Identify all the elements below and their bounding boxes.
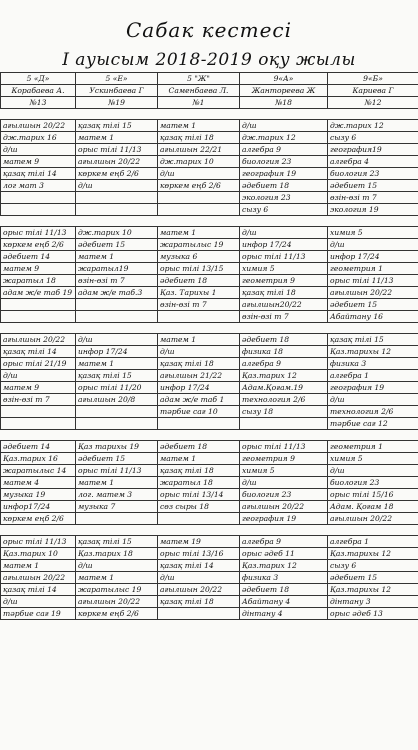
schedule-cell: әдебиет 15 xyxy=(76,239,158,251)
lesson-row xyxy=(1,287,418,299)
schedule-cell: орыс тілі 11/20 xyxy=(76,382,158,394)
lesson-row xyxy=(1,608,418,620)
schedule-cell: көркем еңб 2/6 xyxy=(76,168,158,180)
lesson-row xyxy=(1,548,418,560)
schedule-cell: адам ж/е таб 1 xyxy=(158,394,240,406)
schedule-cell: лог. матем 3 xyxy=(76,489,158,501)
schedule-cell: орыс тілі 11/13 xyxy=(76,144,158,156)
schedule-cell: Қаз.тарихы 12 xyxy=(328,346,418,358)
schedule-cell: №13 xyxy=(1,97,76,109)
schedule-cell: қазақ тілі 14 xyxy=(1,584,76,596)
room-header-row xyxy=(1,97,418,109)
schedule-cell: орыс тілі 13/14 xyxy=(158,489,240,501)
lesson-row xyxy=(1,441,418,453)
schedule-cell xyxy=(158,216,240,227)
page-subtitle: І ауысым 2018-2019 оқу жылы xyxy=(62,50,356,70)
schedule-cell: дж.тарих 12 xyxy=(328,120,418,132)
lesson-row xyxy=(1,406,418,418)
schedule-cell: әдебиет 18 xyxy=(158,275,240,287)
schedule-cell: қазақ тілі 18 xyxy=(240,287,328,299)
schedule-cell: дж.тарих 10 xyxy=(158,156,240,168)
schedule-cell: әдебиет 18 xyxy=(240,334,328,346)
schedule-cell: д/ш xyxy=(1,370,76,382)
lesson-row xyxy=(1,132,418,144)
schedule-cell: технология 2/6 xyxy=(328,406,418,418)
schedule-cell xyxy=(158,323,240,334)
lesson-row xyxy=(1,572,418,584)
class-header-row xyxy=(1,73,418,85)
day-separator xyxy=(1,525,418,536)
schedule-cell: Қаз.тарихы 12 xyxy=(328,584,418,596)
schedule-cell: география 19 xyxy=(328,382,418,394)
schedule-cell: матем 19 xyxy=(158,536,240,548)
schedule-cell xyxy=(158,430,240,441)
schedule-cell xyxy=(1,192,76,204)
schedule-cell: 5 «Е» xyxy=(76,73,158,85)
schedule-cell xyxy=(1,109,76,120)
schedule-cell xyxy=(76,204,158,216)
schedule-cell xyxy=(1,204,76,216)
lesson-row xyxy=(1,239,418,251)
schedule-cell: әдебиет 18 xyxy=(158,441,240,453)
schedule-cell: Қаз.тарих 10 xyxy=(1,548,76,560)
schedule-cell xyxy=(1,430,76,441)
schedule-cell xyxy=(76,513,158,525)
schedule-cell: орыс тілі 15/16 xyxy=(328,489,418,501)
schedule-cell xyxy=(158,418,240,430)
schedule-cell: Адам. Қоғам 18 xyxy=(328,501,418,513)
schedule-cell: №18 xyxy=(240,97,328,109)
schedule-cell: ағылшын 20/22 xyxy=(1,120,76,132)
schedule-cell: Жантореева Ж xyxy=(240,85,328,97)
schedule-cell: музыка 6 xyxy=(158,251,240,263)
schedule-cell xyxy=(328,525,418,536)
schedule-cell: сызу 6 xyxy=(328,132,418,144)
schedule-cell xyxy=(240,525,328,536)
schedule-cell: алгебра 1 xyxy=(328,536,418,548)
schedule-cell: д/ш xyxy=(328,394,418,406)
schedule-cell: д/ш xyxy=(76,180,158,192)
schedule-cell: биология 23 xyxy=(328,477,418,489)
schedule-cell xyxy=(240,418,328,430)
schedule-cell: матем 1 xyxy=(76,477,158,489)
schedule-body xyxy=(1,73,418,620)
lesson-row xyxy=(1,204,418,216)
lesson-row xyxy=(1,536,418,548)
schedule-cell: матем 9 xyxy=(1,156,76,168)
schedule-cell: геометрия 9 xyxy=(240,275,328,287)
schedule-cell: ағылшын 22/21 xyxy=(158,144,240,156)
schedule-cell xyxy=(240,430,328,441)
schedule-cell: дж.тарих 10 xyxy=(76,227,158,239)
schedule-cell: ағылшын 20/8 xyxy=(76,394,158,406)
schedule-cell: сөз сыры 18 xyxy=(158,501,240,513)
schedule-cell: қазақ тілі 15 xyxy=(328,334,418,346)
schedule-cell: әдебиет 15 xyxy=(328,299,418,311)
lesson-row xyxy=(1,394,418,406)
schedule-cell: ағылшын 21/22 xyxy=(158,370,240,382)
schedule-cell: Абайтану 16 xyxy=(328,311,418,323)
schedule-cell: әдебиет 18 xyxy=(240,584,328,596)
schedule-cell xyxy=(76,430,158,441)
schedule-cell: қазақ тілі 15 xyxy=(76,370,158,382)
schedule-cell: геометрия 1 xyxy=(328,441,418,453)
lesson-row xyxy=(1,596,418,608)
schedule-cell: геометрия 1 xyxy=(328,263,418,275)
schedule-cell xyxy=(158,109,240,120)
schedule-cell: Ускинбаева Г xyxy=(76,85,158,97)
schedule-cell: алгебра 1 xyxy=(328,370,418,382)
schedule-cell: қазақ тілі 14 xyxy=(1,346,76,358)
schedule-cell xyxy=(158,311,240,323)
schedule-cell: алгебра 4 xyxy=(328,156,418,168)
schedule-cell: технология 2/6 xyxy=(240,394,328,406)
page-title: Сабак кестесі xyxy=(125,18,293,42)
schedule-cell: Кариева Г xyxy=(328,85,418,97)
lesson-row xyxy=(1,168,418,180)
schedule-cell: жаратылыс 14 xyxy=(1,465,76,477)
schedule-cell: орыс тілі 11/13 xyxy=(240,251,328,263)
schedule-cell: Қаз.тарихы 12 xyxy=(328,548,418,560)
lesson-row xyxy=(1,513,418,525)
schedule-cell: геометрия 9 xyxy=(240,453,328,465)
schedule-cell: химия 5 xyxy=(240,263,328,275)
schedule-cell: сызу 6 xyxy=(240,204,328,216)
schedule-cell xyxy=(76,311,158,323)
schedule-cell: матем 9 xyxy=(1,263,76,275)
lesson-row xyxy=(1,334,418,346)
schedule-cell: әдебиет 15 xyxy=(328,180,418,192)
schedule-cell: әдебиет 15 xyxy=(328,572,418,584)
schedule-cell: қазақ тілі 18 xyxy=(158,465,240,477)
schedule-cell: физика 3 xyxy=(240,572,328,584)
schedule-cell: физика 3 xyxy=(328,358,418,370)
schedule-cell: музыка 19 xyxy=(1,489,76,501)
schedule-cell: матем 1 xyxy=(76,132,158,144)
schedule-cell: ағылшын20/22 xyxy=(240,299,328,311)
schedule-cell: Қаз.тарих 16 xyxy=(1,453,76,465)
schedule-cell xyxy=(1,525,76,536)
schedule-cell: ағылшын 20/22 xyxy=(240,501,328,513)
schedule-cell xyxy=(1,216,76,227)
schedule-cell: инфор 17/24 xyxy=(240,239,328,251)
schedule-cell: адам ж/е таб.3 xyxy=(76,287,158,299)
schedule-cell: жаратылыс 19 xyxy=(158,239,240,251)
schedule-cell: д/ш xyxy=(328,465,418,477)
schedule-cell xyxy=(1,418,76,430)
lesson-row xyxy=(1,501,418,513)
schedule-cell xyxy=(76,192,158,204)
schedule-cell: Қаз. Тарихы 1 xyxy=(158,287,240,299)
schedule-cell: дж.тарих 12 xyxy=(240,132,328,144)
schedule-cell: Қаз.тарих 18 xyxy=(76,548,158,560)
lesson-row xyxy=(1,275,418,287)
schedule-cell: ағылшын 20/22 xyxy=(76,596,158,608)
schedule-cell: д/ш xyxy=(240,120,328,132)
schedule-cell: өзін-өзі т 7 xyxy=(240,311,328,323)
lesson-row xyxy=(1,489,418,501)
schedule-cell: №19 xyxy=(76,97,158,109)
schedule-cell: тәрбие сағ 19 xyxy=(1,608,76,620)
schedule-cell: орыс тілі 11/13 xyxy=(328,275,418,287)
schedule-cell: әдебиет 14 xyxy=(1,251,76,263)
schedule-cell: матем 1 xyxy=(158,120,240,132)
schedule-cell: орыс тілі 11/13 xyxy=(76,465,158,477)
lesson-row xyxy=(1,477,418,489)
schedule-cell: матем 1 xyxy=(158,227,240,239)
schedule-cell: д/ш xyxy=(1,144,76,156)
schedule-cell: өзін-өзі т 7 xyxy=(1,394,76,406)
schedule-cell: адам ж/е таб 19 xyxy=(1,287,76,299)
lesson-row xyxy=(1,192,418,204)
schedule-cell: химия 5 xyxy=(240,465,328,477)
schedule-cell: д/ш xyxy=(328,239,418,251)
schedule-cell: көркем еңб 2/6 xyxy=(158,180,240,192)
schedule-cell xyxy=(76,109,158,120)
schedule-cell: №1 xyxy=(158,97,240,109)
schedule-cell: матем 4 xyxy=(1,477,76,489)
teacher-header-row xyxy=(1,85,418,97)
schedule-cell: орыс тілі 13/16 xyxy=(158,548,240,560)
schedule-cell: 5 "Ж" xyxy=(158,73,240,85)
schedule-cell xyxy=(76,406,158,418)
schedule-cell: Адам.Қоғам.19 xyxy=(240,382,328,394)
schedule-cell: жаратылыс 19 xyxy=(76,584,158,596)
schedule-cell: д/ш xyxy=(158,168,240,180)
schedule-cell xyxy=(328,323,418,334)
schedule-cell xyxy=(1,323,76,334)
schedule-cell xyxy=(76,216,158,227)
schedule-cell: Корабаева А. xyxy=(1,85,76,97)
schedule-cell: матем 1 xyxy=(76,572,158,584)
lesson-row xyxy=(1,251,418,263)
schedule-cell: тәрбие сағ 10 xyxy=(158,406,240,418)
schedule-cell: физика 18 xyxy=(240,346,328,358)
schedule-cell: д/ш xyxy=(158,572,240,584)
schedule-cell: матем 1 xyxy=(76,358,158,370)
schedule-cell xyxy=(328,216,418,227)
schedule-cell: д/ш xyxy=(76,560,158,572)
schedule-cell xyxy=(328,109,418,120)
day-separator xyxy=(1,216,418,227)
lesson-row xyxy=(1,227,418,239)
schedule-cell: дінтану 3 xyxy=(328,596,418,608)
lesson-row xyxy=(1,144,418,156)
schedule-cell xyxy=(1,311,76,323)
lesson-row xyxy=(1,299,418,311)
schedule-cell: жаратыл19 xyxy=(76,263,158,275)
schedule-cell: әдебиет 14 xyxy=(1,441,76,453)
schedule-cell: география19 xyxy=(328,144,418,156)
schedule-cell: алгебра 9 xyxy=(240,536,328,548)
lesson-row xyxy=(1,453,418,465)
schedule-cell: Қаз тарихы 19 xyxy=(76,441,158,453)
day-separator xyxy=(1,109,418,120)
schedule-cell xyxy=(158,204,240,216)
schedule-cell: ағылшын 20/22 xyxy=(1,334,76,346)
schedule-cell: д/ш xyxy=(158,346,240,358)
schedule-cell: сызу 6 xyxy=(328,560,418,572)
schedule-cell: әдебиет 15 xyxy=(76,453,158,465)
schedule-cell: орыс тілі 11/13 xyxy=(240,441,328,453)
lesson-row xyxy=(1,418,418,430)
schedule-cell: қазақ тілі 18 xyxy=(158,358,240,370)
lesson-row xyxy=(1,584,418,596)
schedule-cell: матем 1 xyxy=(1,560,76,572)
schedule-cell: матем 1 xyxy=(158,453,240,465)
schedule-cell: 9«Б» xyxy=(328,73,418,85)
schedule-cell: 5 «Д» xyxy=(1,73,76,85)
schedule-cell: инфор 17/24 xyxy=(158,382,240,394)
schedule-cell xyxy=(76,525,158,536)
lesson-row xyxy=(1,311,418,323)
schedule-cell: Қаз.тарих 12 xyxy=(240,370,328,382)
schedule-cell xyxy=(1,406,76,418)
lesson-row xyxy=(1,358,418,370)
schedule-cell: орыс әдеб 11 xyxy=(240,548,328,560)
schedule-cell: ағылшын 20/22 xyxy=(328,513,418,525)
schedule-cell: сызу 18 xyxy=(240,406,328,418)
schedule-cell: өзін-өзі т 7 xyxy=(328,192,418,204)
schedule-cell: д/ш xyxy=(1,596,76,608)
schedule-cell xyxy=(76,299,158,311)
schedule-cell: орыс тілі 11/13 xyxy=(1,536,76,548)
lesson-row xyxy=(1,346,418,358)
schedule-cell: Саменбаева Л. xyxy=(158,85,240,97)
schedule-cell: биология 23 xyxy=(240,156,328,168)
schedule-cell: матем 9 xyxy=(1,382,76,394)
schedule-cell: қазақ тілі 18 xyxy=(158,596,240,608)
schedule-cell: қазақ тілі 15 xyxy=(76,536,158,548)
schedule-cell: ағылшын 20/22 xyxy=(328,287,418,299)
schedule-cell: тәрбие сағ 12 xyxy=(328,418,418,430)
schedule-cell: биология 23 xyxy=(328,168,418,180)
schedule-cell: химия 5 xyxy=(328,227,418,239)
schedule-cell xyxy=(158,513,240,525)
schedule-cell xyxy=(158,192,240,204)
schedule-cell: экология 23 xyxy=(240,192,328,204)
schedule-cell: 9«А» xyxy=(240,73,328,85)
schedule-cell xyxy=(158,525,240,536)
schedule-cell: Абайтану 4 xyxy=(240,596,328,608)
schedule-cell: д/ш xyxy=(240,227,328,239)
schedule-cell: қазақ тілі 18 xyxy=(158,132,240,144)
lesson-row xyxy=(1,180,418,192)
schedule-cell xyxy=(1,299,76,311)
schedule-cell: д/ш xyxy=(76,334,158,346)
lesson-row xyxy=(1,120,418,132)
schedule-cell: музыка 7 xyxy=(76,501,158,513)
schedule-cell: өзін-өзі т 7 xyxy=(76,275,158,287)
schedule-cell xyxy=(76,418,158,430)
schedule-cell: өзін-өзі т 7 xyxy=(158,299,240,311)
schedule-cell: дж.тарих 16 xyxy=(1,132,76,144)
schedule-cell xyxy=(240,323,328,334)
schedule-cell: география 19 xyxy=(240,168,328,180)
schedule-cell: орыс тілі 13/15 xyxy=(158,263,240,275)
schedule-cell: орыс тілі 21/19 xyxy=(1,358,76,370)
schedule-cell: алгебра 9 xyxy=(240,144,328,156)
lesson-row xyxy=(1,156,418,168)
schedule-cell: ағылшын 20/22 xyxy=(158,584,240,596)
schedule-table xyxy=(0,72,418,620)
schedule-cell: жаратыл 18 xyxy=(158,477,240,489)
schedule-cell: экология 19 xyxy=(328,204,418,216)
day-separator xyxy=(1,323,418,334)
schedule-cell xyxy=(158,608,240,620)
lesson-row xyxy=(1,465,418,477)
schedule-cell: лог мат 3 xyxy=(1,180,76,192)
schedule-cell: жаратыл 18 xyxy=(1,275,76,287)
schedule-cell: инфор 17/24 xyxy=(76,346,158,358)
schedule-cell: қазақ тілі 15 xyxy=(76,120,158,132)
lesson-row xyxy=(1,370,418,382)
schedule-cell: матем 1 xyxy=(76,251,158,263)
schedule-cell: дінтану 4 xyxy=(240,608,328,620)
schedule-cell xyxy=(240,109,328,120)
schedule-cell: Қаз.тарих 12 xyxy=(240,560,328,572)
schedule-cell: биология 23 xyxy=(240,489,328,501)
schedule-cell: орыс әдеб 13 xyxy=(328,608,418,620)
schedule-cell: қазақ тілі 14 xyxy=(158,560,240,572)
schedule-cell: көркем еңб 2/6 xyxy=(76,608,158,620)
schedule-cell: матем 1 xyxy=(158,334,240,346)
schedule-cell: химия 5 xyxy=(328,453,418,465)
schedule-cell: инфор17/24 xyxy=(1,501,76,513)
schedule-cell: №12 xyxy=(328,97,418,109)
schedule-cell: ағылшын 20/22 xyxy=(1,572,76,584)
schedule-cell: көркем еңб 2/6 xyxy=(1,239,76,251)
schedule-cell xyxy=(76,323,158,334)
schedule-cell: әдебиет 18 xyxy=(240,180,328,192)
lesson-row xyxy=(1,382,418,394)
schedule-cell: қазақ тілі 14 xyxy=(1,168,76,180)
lesson-row xyxy=(1,560,418,572)
schedule-cell xyxy=(328,430,418,441)
day-separator xyxy=(1,430,418,441)
schedule-cell xyxy=(240,216,328,227)
schedule-cell: инфор 17/24 xyxy=(328,251,418,263)
schedule-cell: ағылшын 20/22 xyxy=(76,156,158,168)
lesson-row xyxy=(1,263,418,275)
schedule-cell: көркем еңб 2/6 xyxy=(1,513,76,525)
schedule-cell: алгебра 9 xyxy=(240,358,328,370)
schedule-cell: география 19 xyxy=(240,513,328,525)
schedule-cell: орыс тілі 11/13 xyxy=(1,227,76,239)
schedule-cell: д/ш xyxy=(240,477,328,489)
